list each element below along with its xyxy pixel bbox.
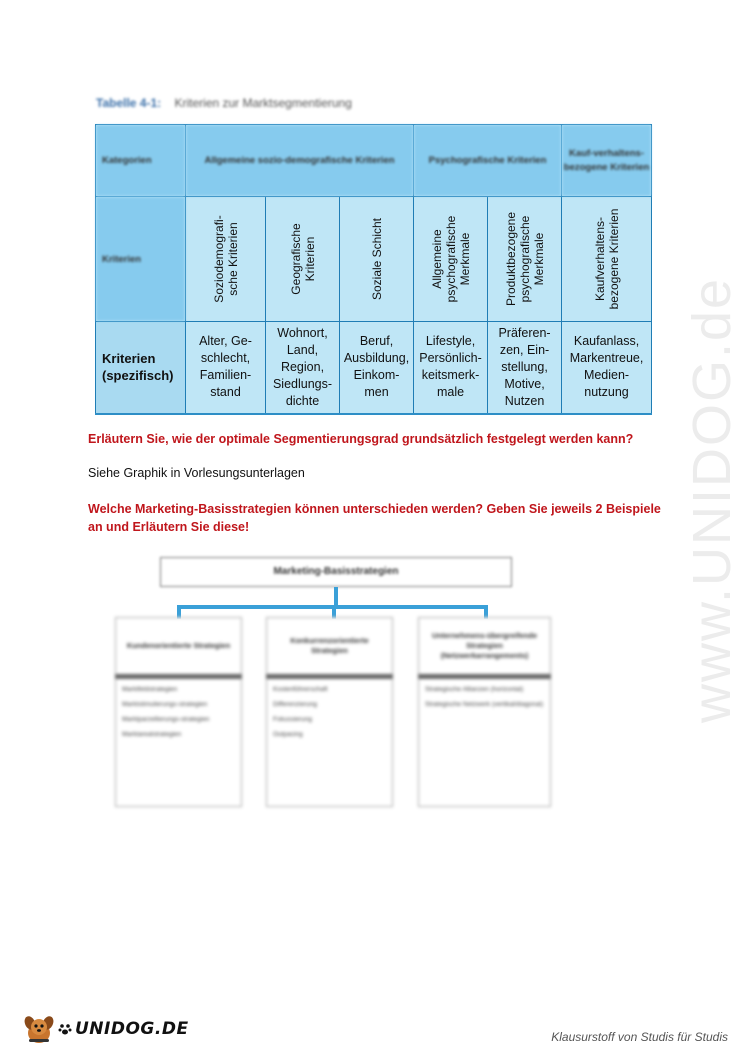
specific-cell: Alter, Ge- schlecht, Familien- stand xyxy=(186,322,266,414)
row-label-spezifisch xyxy=(96,322,186,414)
criteria-cell xyxy=(186,197,266,322)
strategy-column-konkurrenz xyxy=(266,617,393,807)
column-item: Outpacing xyxy=(273,731,303,738)
specific-cell: Lifestyle, Persönlich- keitsmerk- male xyxy=(414,322,488,414)
criteria-text: Soziale Schicht xyxy=(369,217,384,301)
criteria-text: Allgemeine psychografische Merkmale xyxy=(429,215,472,303)
column-item: Marktparzellierungs-strategien xyxy=(122,716,210,723)
answer-note: Siehe Graphik in Vorlesungsunterlagen xyxy=(88,466,305,480)
column-item: Strategische Netzwerk (vertikal/diagonal) xyxy=(425,701,544,708)
header-kategorien: Kategorien xyxy=(96,125,186,197)
criteria-cell xyxy=(488,197,562,322)
column-item: Differenzierung xyxy=(273,701,317,708)
row-label-spezifisch-line2: (spezifisch) xyxy=(102,368,174,384)
footer-tagline: Klausurstoff von Studis für Studis xyxy=(551,1030,728,1044)
question-basisstrategien: Welche Marketing-Basisstrategien können unterschieden werden? Geben Sie jeweils 2 Beispiele an und Erläutern Sie diese! xyxy=(88,502,661,534)
specific-cell: Wohnort, Land, Region, Siedlungs- dichte xyxy=(266,322,340,414)
specific-cell: Präferen- zen, Ein- stellung, Motive, Nutzen xyxy=(488,322,562,414)
row-label-kriterien: Kriterien xyxy=(96,197,186,322)
column-item: Marktstimulierungs-strategien xyxy=(122,701,208,708)
diagram-root-box: Marketing-Basisstrategien xyxy=(160,557,512,587)
header-group-sozio: Allgemeine sozio-demografische Kriterien xyxy=(186,125,414,197)
column-title: Unternehmens-übergreifende Strategien (Netzwerkarrangements) xyxy=(431,631,538,660)
strategy-column-kunden xyxy=(115,617,242,807)
segmentation-table xyxy=(95,124,652,415)
table-caption-text: Kriterien zur Marktsegmentierung xyxy=(174,96,352,110)
criteria-text: Kaufverhaltens- bezogene Kriterien xyxy=(592,208,621,310)
column-item: Fokussierung xyxy=(273,716,313,723)
logo-text: UNIDOG.DE xyxy=(75,1019,189,1039)
criteria-text: Geografische Kriterien xyxy=(288,223,317,295)
column-item: Kostenführerschaft xyxy=(273,686,328,693)
footer-logo xyxy=(22,1012,189,1046)
connector-line xyxy=(334,587,338,607)
column-title: Kundenorientierte Strategien xyxy=(126,641,231,650)
header-group-kauf: Kauf-verhaltens-bezogene Kriterien xyxy=(562,125,652,197)
column-item: Marktfeldstrategien xyxy=(122,686,178,693)
column-title: Konkurrenzorientierte Strategien xyxy=(290,636,369,655)
question-segmentierungsgrad: Erläutern Sie, wie der optimale Segmentierungsgrad grundsätzlich festgelegt werden kann? xyxy=(88,432,634,446)
column-item: Strategische Allianzen (horizontal) xyxy=(425,686,524,693)
watermark: www.UNIDOG.de xyxy=(682,276,742,724)
criteria-text: Produktbezogene psychografische Merkmale xyxy=(503,211,546,307)
strategy-column-netzwerk xyxy=(418,617,551,807)
criteria-cell xyxy=(340,197,414,322)
strategy-diagram xyxy=(110,555,555,810)
specific-cell: Beruf, Ausbildung, Einkom- men xyxy=(340,322,414,414)
specific-cell: Kaufanlass, Markentreue, Medien- nutzung xyxy=(562,322,652,414)
criteria-text: Soziodemografi- sche Kriterien xyxy=(211,215,240,303)
criteria-cell xyxy=(562,197,652,322)
table-caption xyxy=(96,96,352,110)
row-label-spezifisch-line1: Kriterien xyxy=(102,351,156,367)
criteria-cell xyxy=(266,197,340,322)
column-item: Marktarealstrategien xyxy=(122,731,182,738)
table-caption-label: Tabelle 4-1: xyxy=(96,96,162,110)
criteria-cell xyxy=(414,197,488,322)
dog-mascot-icon xyxy=(22,1012,56,1046)
header-group-psycho: Psychografische Kriterien xyxy=(414,125,562,197)
paw-icon xyxy=(58,1022,72,1036)
